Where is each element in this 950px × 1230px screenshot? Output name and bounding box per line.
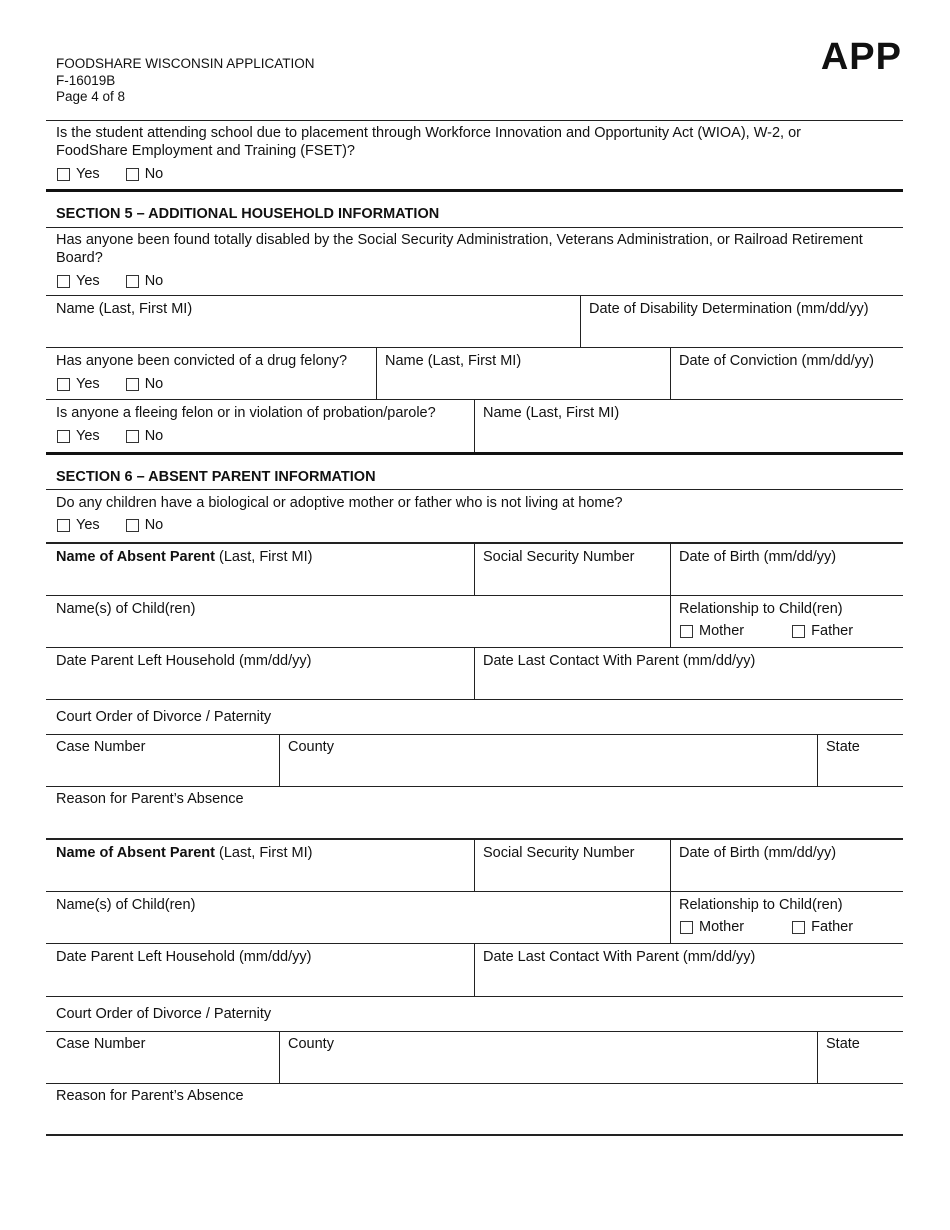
disabled-name-field[interactable]: Name (Last, First MI): [56, 301, 193, 317]
student-yes-checkbox[interactable]: Yes: [57, 166, 100, 182]
parent2-name-field[interactable]: Name of Absent Parent (Last, First MI): [56, 845, 313, 861]
parent2-relationship-options: [680, 919, 875, 938]
fleeing-name-field[interactable]: Name (Last, First MI): [483, 405, 620, 421]
fleeing-no-checkbox[interactable]: No: [126, 428, 164, 444]
student-yesno: [57, 166, 185, 185]
parent2-date-contact-field[interactable]: Date Last Contact With Parent (mm/dd/yy): [483, 949, 756, 965]
disabled-no-checkbox[interactable]: No: [126, 273, 164, 289]
student-no-checkbox[interactable]: No: [126, 166, 164, 182]
page-number: Page 4 of 8: [56, 89, 126, 104]
felony-name-field[interactable]: Name (Last, First MI): [385, 353, 522, 369]
parent2-date-left-field[interactable]: Date Parent Left Household (mm/dd/yy): [56, 949, 312, 965]
children-yesno: [57, 517, 185, 536]
form-badge: APP: [820, 36, 902, 78]
children-yes-checkbox[interactable]: Yes: [57, 517, 100, 533]
felony-no-checkbox[interactable]: No: [126, 376, 164, 392]
parent1-father-checkbox[interactable]: Father: [792, 623, 853, 639]
parent1-court-order-label: Court Order of Divorce / Paternity: [56, 709, 272, 725]
form-number: F-16019B: [56, 72, 116, 88]
parent1-mother-checkbox[interactable]: Mother: [680, 623, 744, 639]
disabled-question: Has anyone been found totally disabled by the Social Security Administration, Veterans Administration, or Railroad Retirement Board?: [56, 232, 863, 266]
parent1-state-field[interactable]: State: [826, 739, 860, 755]
parent2-mother-checkbox[interactable]: Mother: [680, 919, 744, 935]
section5-title: SECTION 5 – ADDITIONAL HOUSEHOLD INFORMATION: [56, 206, 440, 222]
disabled-yes-checkbox[interactable]: Yes: [57, 273, 100, 289]
parent2-case-number-field[interactable]: Case Number: [56, 1036, 146, 1052]
conviction-date-field[interactable]: Date of Conviction (mm/dd/yy): [679, 353, 875, 369]
parent2-dob-field[interactable]: Date of Birth (mm/dd/yy): [679, 845, 837, 861]
children-question: Do any children have a biological or adoptive mother or father who is not living at home?: [56, 495, 623, 511]
fleeing-question: Is anyone a fleeing felon or in violation of probation/parole?: [56, 405, 436, 421]
form-title: FOODSHARE WISCONSIN APPLICATION: [56, 56, 315, 71]
parent2-father-checkbox[interactable]: Father: [792, 919, 853, 935]
parent1-ssn-field[interactable]: Social Security Number: [483, 549, 635, 565]
parent2-ssn-field[interactable]: Social Security Number: [483, 845, 635, 861]
parent1-name-field[interactable]: Name of Absent Parent (Last, First MI): [56, 549, 313, 565]
disabled-yesno: [57, 273, 185, 292]
parent1-date-left-field[interactable]: Date Parent Left Household (mm/dd/yy): [56, 653, 312, 669]
felony-yesno: [57, 376, 185, 395]
disability-date-field[interactable]: Date of Disability Determination (mm/dd/yy): [589, 301, 869, 317]
parent1-reason-field[interactable]: Reason for Parent’s Absence: [56, 791, 244, 807]
parent2-relationship-label: Relationship to Child(ren): [679, 897, 843, 913]
section6-title: SECTION 6 – ABSENT PARENT INFORMATION: [56, 469, 376, 485]
parent1-county-field[interactable]: County: [288, 739, 334, 755]
form-header: [56, 56, 315, 106]
fleeing-yesno: [57, 428, 185, 447]
children-no-checkbox[interactable]: No: [126, 517, 164, 533]
parent1-dob-field[interactable]: Date of Birth (mm/dd/yy): [679, 549, 837, 565]
felony-question: Has anyone been convicted of a drug felony?: [56, 353, 348, 369]
parent1-case-number-field[interactable]: Case Number: [56, 739, 146, 755]
parent2-county-field[interactable]: County: [288, 1036, 334, 1052]
felony-yes-checkbox[interactable]: Yes: [57, 376, 100, 392]
parent1-relationship-label: Relationship to Child(ren): [679, 601, 843, 617]
parent2-court-order-label: Court Order of Divorce / Paternity: [56, 1006, 272, 1022]
parent1-relationship-options: [680, 623, 875, 642]
parent2-state-field[interactable]: State: [826, 1036, 860, 1052]
fleeing-yes-checkbox[interactable]: Yes: [57, 428, 100, 444]
parent2-children-field[interactable]: Name(s) of Child(ren): [56, 897, 196, 913]
parent2-reason-field[interactable]: Reason for Parent’s Absence: [56, 1088, 244, 1104]
student-question: Is the student attending school due to placement through Workforce Innovation and Opportunity Act (WIOA), W-2, or FoodShare Employment and Training (FSET)?: [56, 125, 802, 159]
parent1-children-field[interactable]: Name(s) of Child(ren): [56, 601, 196, 617]
parent1-date-contact-field[interactable]: Date Last Contact With Parent (mm/dd/yy): [483, 653, 756, 669]
